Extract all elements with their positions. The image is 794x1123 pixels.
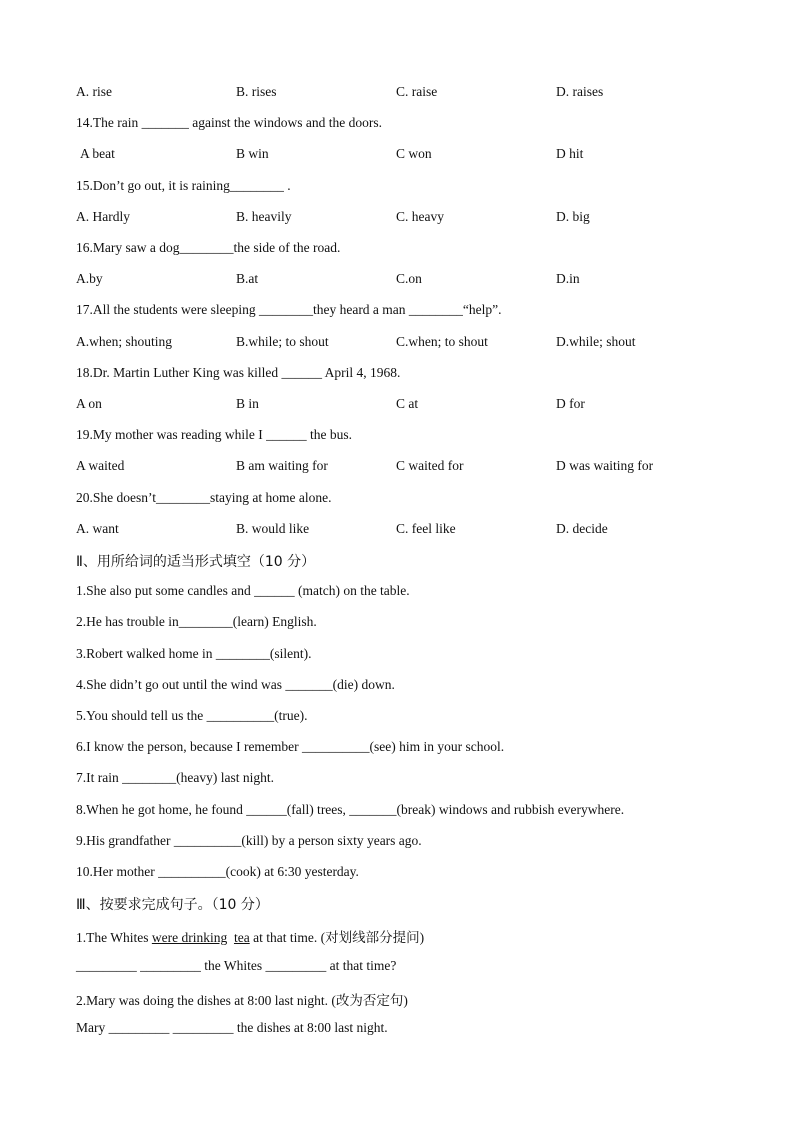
q15-option-b: B. heavily [236, 209, 292, 224]
q20-option-c: C. feel like [396, 521, 456, 536]
section-3-answer-1: _________ _________ the Whites _________ at that time? [76, 958, 397, 973]
q17-option-a: A.when; shouting [76, 334, 172, 349]
section-2-item: 8.When he got home, he found ______(fall) trees, _______(break) windows and rubbish everywhere. [76, 802, 625, 817]
q13-option-b: B. rises [236, 84, 277, 99]
s1-prefix: 1.The Whites [76, 930, 152, 945]
q14-option-d: D hit [556, 146, 584, 161]
section-2-item: 7.It rain ________(heavy) last night. [76, 770, 274, 785]
q19-option-d: D was waiting for [556, 458, 654, 473]
q18-option-a: A on [76, 396, 102, 411]
section-3-title: Ⅲ、按要求完成句子。（10 分） [76, 897, 269, 913]
q14-option-b: B win [236, 146, 269, 161]
q17-option-c: C.when; to shout [396, 334, 488, 349]
q17-stem: 17.All the students were sleeping ________they heard a man ________“help”. [76, 302, 502, 317]
section-2-item: 4.She didn’t go out until the wind was _______(die) down. [76, 677, 395, 692]
s1-underlined-object: tea [233, 930, 250, 945]
q20-stem: 20.She doesn’t________staying at home alone. [76, 490, 332, 505]
q17-option-d: D.while; shout [556, 334, 636, 349]
q15-option-c: C. heavy [396, 209, 444, 224]
s1-suffix: at that time. (对划线部分提问) [249, 930, 425, 945]
q16-option-a: A.by [76, 271, 103, 286]
q16-stem: 16.Mary saw a dog________the side of the road. [76, 240, 341, 255]
q19-option-c: C waited for [396, 458, 464, 473]
section-2-item: 9.His grandfather __________(kill) by a person sixty years ago. [76, 833, 422, 848]
q15-stem: 15.Don’t go out, it is raining________ . [76, 178, 291, 193]
q18-stem: 18.Dr. Martin Luther King was killed ______ April 4, 1968. [76, 365, 401, 380]
s1-underlined-verb: were drinking [151, 930, 228, 945]
q14-option-c: C won [396, 146, 432, 161]
section-2-item: 3.Robert walked home in ________(silent). [76, 646, 312, 661]
q13-option-d: D. raises [556, 84, 604, 99]
section-3-sentence-2: 2.Mary was doing the dishes at 8:00 last night. (改为否定句) [76, 993, 408, 1008]
section-3-sentence-1 [76, 926, 424, 946]
q18-option-c: C at [396, 396, 419, 411]
section-2-item: 5.You should tell us the __________(true). [76, 708, 308, 723]
q14-stem: 14.The rain _______ against the windows and the doors. [76, 115, 382, 130]
q15-option-d: D. big [556, 209, 590, 224]
q16-option-b: B.at [236, 271, 259, 286]
section-2-item: 1.She also put some candles and ______ (match) on the table. [76, 583, 410, 598]
q18-option-b: B in [236, 396, 259, 411]
section-2-item: 6.I know the person, because I remember __________(see) him in your school. [76, 739, 505, 754]
section-2-title: Ⅱ、用所给词的适当形式填空（10 分） [76, 554, 316, 570]
q16-option-d: D.in [556, 271, 580, 286]
q15-option-a: A. Hardly [76, 209, 130, 224]
section-2-item: 10.Her mother __________(cook) at 6:30 yesterday. [76, 864, 359, 879]
section-3-answer-2: Mary _________ _________ the dishes at 8:00 last night. [76, 1020, 388, 1035]
section-2-item: 2.He has trouble in________(learn) English. [76, 614, 317, 629]
q17-option-b: B.while; to shout [236, 334, 329, 349]
q14-option-a: A beat [80, 146, 115, 161]
q20-option-b: B. would like [236, 521, 310, 536]
q20-option-d: D. decide [556, 521, 608, 536]
q16-option-c: C.on [396, 271, 422, 286]
q19-option-a: A waited [76, 458, 125, 473]
q19-option-b: B am waiting for [236, 458, 328, 473]
q19-stem: 19.My mother was reading while I ______ the bus. [76, 427, 352, 442]
q20-option-a: A. want [76, 521, 119, 536]
q13-option-a: A. rise [76, 84, 112, 99]
q18-option-d: D for [556, 396, 585, 411]
q13-option-c: C. raise [396, 84, 438, 99]
